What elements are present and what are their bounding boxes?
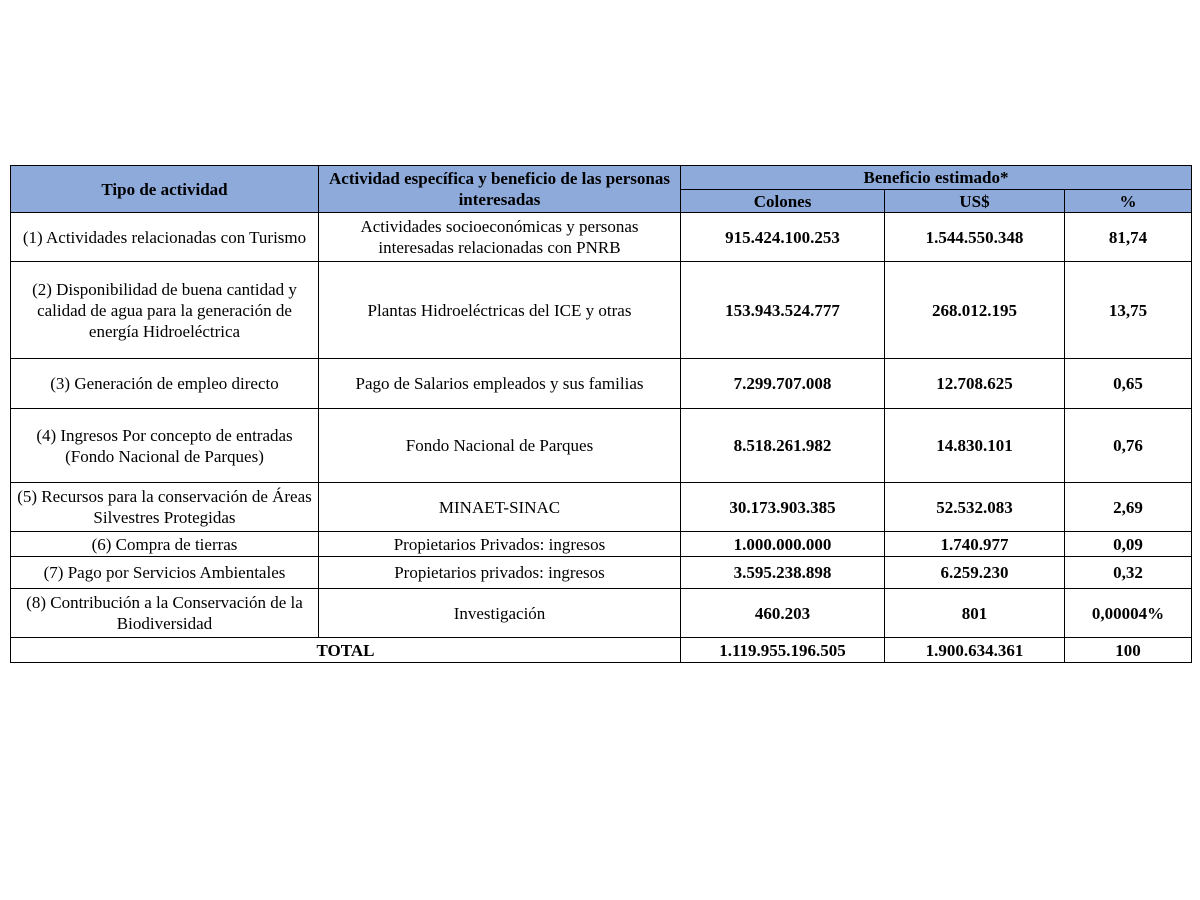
cell-colones: 8.518.261.982 bbox=[681, 409, 885, 483]
cell-usd: 1.544.550.348 bbox=[885, 213, 1065, 262]
cell-usd: 14.830.101 bbox=[885, 409, 1065, 483]
cell-colones: 7.299.707.008 bbox=[681, 359, 885, 409]
cell-tipo: (4) Ingresos Por concepto de entradas (Fondo Nacional de Parques) bbox=[11, 409, 319, 483]
cell-usd: 6.259.230 bbox=[885, 557, 1065, 589]
total-usd: 1.900.634.361 bbox=[885, 638, 1065, 663]
cell-pct: 0,76 bbox=[1065, 409, 1192, 483]
cell-usd: 268.012.195 bbox=[885, 262, 1065, 359]
cell-actividad: Plantas Hidroeléctricas del ICE y otras bbox=[319, 262, 681, 359]
header-tipo: Tipo de actividad bbox=[11, 166, 319, 213]
table-row bbox=[11, 532, 1192, 557]
cell-pct: 13,75 bbox=[1065, 262, 1192, 359]
table-row bbox=[11, 589, 1192, 638]
cell-usd: 1.740.977 bbox=[885, 532, 1065, 557]
table-row bbox=[11, 483, 1192, 532]
cell-pct: 81,74 bbox=[1065, 213, 1192, 262]
cell-colones: 1.000.000.000 bbox=[681, 532, 885, 557]
cell-tipo: (3) Generación de empleo directo bbox=[11, 359, 319, 409]
cell-tipo: (8) Contribución a la Conservación de la Biodiversidad bbox=[11, 589, 319, 638]
cell-pct: 0,65 bbox=[1065, 359, 1192, 409]
cell-tipo: (5) Recursos para la conservación de Áreas Silvestres Protegidas bbox=[11, 483, 319, 532]
total-label: TOTAL bbox=[11, 638, 681, 663]
cell-usd: 12.708.625 bbox=[885, 359, 1065, 409]
cell-actividad: Investigación bbox=[319, 589, 681, 638]
cell-usd: 801 bbox=[885, 589, 1065, 638]
cell-tipo: (2) Disponibilidad de buena cantidad y calidad de agua para la generación de energía Hidroeléctrica bbox=[11, 262, 319, 359]
cell-tipo: (7) Pago por Servicios Ambientales bbox=[11, 557, 319, 589]
total-colones: 1.119.955.196.505 bbox=[681, 638, 885, 663]
header-colones: Colones bbox=[681, 190, 885, 213]
cell-pct: 2,69 bbox=[1065, 483, 1192, 532]
cell-actividad: Pago de Salarios empleados y sus familias bbox=[319, 359, 681, 409]
cell-colones: 915.424.100.253 bbox=[681, 213, 885, 262]
cell-actividad: MINAET-SINAC bbox=[319, 483, 681, 532]
cell-colones: 460.203 bbox=[681, 589, 885, 638]
header-beneficio: Beneficio estimado* bbox=[681, 166, 1192, 190]
cell-pct: 0,00004% bbox=[1065, 589, 1192, 638]
cell-tipo: (6) Compra de tierras bbox=[11, 532, 319, 557]
cell-actividad: Propietarios Privados: ingresos bbox=[319, 532, 681, 557]
table-row bbox=[11, 213, 1192, 262]
cell-pct: 0,09 bbox=[1065, 532, 1192, 557]
table-row bbox=[11, 409, 1192, 483]
table-row bbox=[11, 359, 1192, 409]
header-actividad: Actividad específica y beneficio de las personas interesadas bbox=[319, 166, 681, 213]
table-row bbox=[11, 262, 1192, 359]
cell-tipo: (1) Actividades relacionadas con Turismo bbox=[11, 213, 319, 262]
header-usd: US$ bbox=[885, 190, 1065, 213]
cell-colones: 3.595.238.898 bbox=[681, 557, 885, 589]
table-row bbox=[11, 557, 1192, 589]
cell-colones: 30.173.903.385 bbox=[681, 483, 885, 532]
cell-actividad: Fondo Nacional de Parques bbox=[319, 409, 681, 483]
total-row bbox=[11, 638, 1192, 663]
total-pct: 100 bbox=[1065, 638, 1192, 663]
cell-usd: 52.532.083 bbox=[885, 483, 1065, 532]
cell-actividad: Propietarios privados: ingresos bbox=[319, 557, 681, 589]
cell-colones: 153.943.524.777 bbox=[681, 262, 885, 359]
benefit-table bbox=[10, 165, 1192, 663]
header-pct: % bbox=[1065, 190, 1192, 213]
cell-pct: 0,32 bbox=[1065, 557, 1192, 589]
cell-actividad: Actividades socioeconómicas y personas interesadas relacionadas con PNRB bbox=[319, 213, 681, 262]
